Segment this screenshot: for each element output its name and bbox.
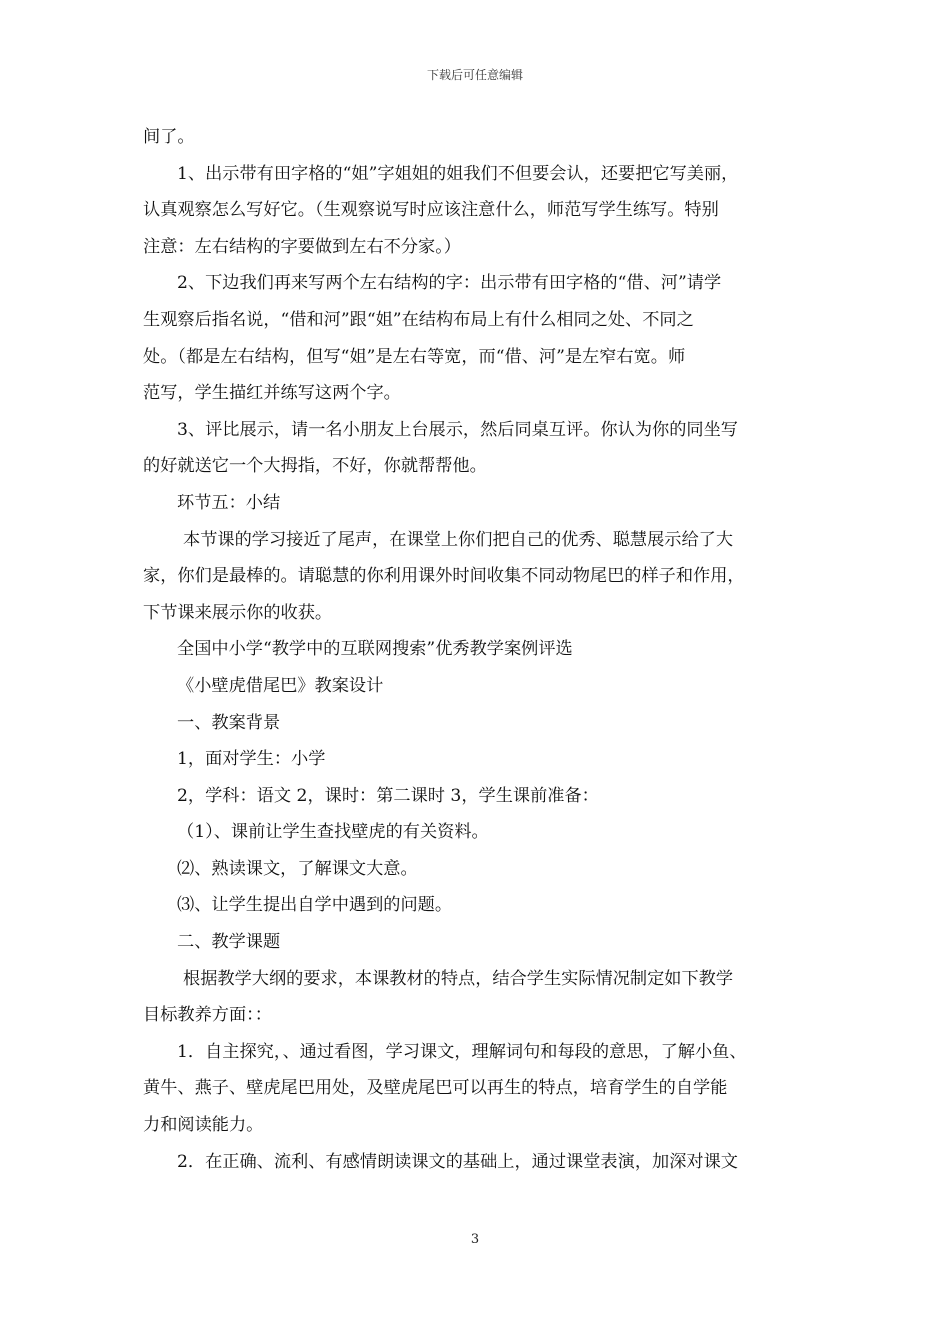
text-line: 的好就送它一个大拇指，不好，你就帮帮他。: [143, 456, 487, 477]
section-heading: 二、教学课题: [177, 932, 281, 953]
section-heading: 环节五：小结: [177, 492, 281, 513]
section-heading: 一、教案背景: [177, 712, 281, 733]
text-line: 下节课来展示你的收获。: [143, 602, 333, 623]
text-line: 家，你们是最棒的。请聪慧的你利用课外时间收集不同动物尾巴的样子和作用，: [143, 566, 745, 587]
text-line: 间了。: [143, 127, 195, 147]
text-line: 2．在正确、流利、有感情朗读课文的基础上，通过课堂表演，加深对课文: [177, 1151, 738, 1172]
page-number: 3: [470, 1232, 480, 1247]
text-line: 2、下边我们再来写两个左右结构的字：出示带有田字格的“借、河”请学: [177, 273, 722, 294]
text-line: 目标教养方面：：: [143, 1005, 272, 1026]
document-body: [143, 119, 808, 1180]
text-line: 力和阅读能力。: [143, 1115, 264, 1136]
text-line: 1，面对学生：小学: [177, 749, 326, 770]
text-line: 范写，学生描红并练写这两个字。: [143, 383, 401, 404]
text-line: 注意：左右结构的字要做到左右不分家。）: [143, 236, 461, 257]
text-line: 3、评比展示，请一名小朋友上台展示，然后同桌互评。你认为你的同坐写: [177, 419, 738, 440]
text-line: 生观察后指名说，“借和河”跟“姐”在结构布局上有什么相同之处、不同之: [143, 309, 694, 330]
text-line: （1）、课前让学生查找壁虎的有关资料。: [177, 822, 489, 843]
text-line: 根据教学大纲的要求，本课教材的特点，结合学生实际情况制定如下教学: [183, 968, 734, 989]
text-line: 处。（都是左右结构，但写“姐”是左右等宽，而“借、河”是左窄右宽。师: [143, 346, 686, 367]
text-line: 全国中小学“教学中的互联网搜索”优秀教学案例评选: [177, 639, 573, 660]
text-line: 1、出示带有田字格的“姐”字姐姐的姐我们不但要会认，还要把它写美丽，: [177, 163, 739, 184]
text-line: 1．自主探究，、通过看图，学习课文，理解词句和每段的意思，了解小鱼、: [177, 1041, 747, 1062]
text-line: 本节课的学习接近了尾声，在课堂上你们把自己的优秀、聪慧展示给了大: [183, 529, 734, 550]
text-line: 认真观察怎么写好它。（生观察说写时应该注意什么，师范写学生练写。特别: [143, 200, 719, 221]
text-line: 黄牛、燕子、壁虎尾巴用处，及壁虎尾巴可以再生的特点，培育学生的自学能: [143, 1078, 728, 1099]
page-header: 下载后可任意编辑: [426, 68, 523, 82]
text-line: ⑶、让学生提出自学中遇到的问题。: [177, 895, 453, 916]
text-line: 2，学科：语文 2，课时：第二课时 3，学生课前准备：: [177, 785, 599, 806]
lesson-title: 《小壁虎借尾巴》教案设计: [177, 675, 384, 696]
text-line: ⑵、熟读课文，了解课文大意。: [177, 858, 418, 879]
